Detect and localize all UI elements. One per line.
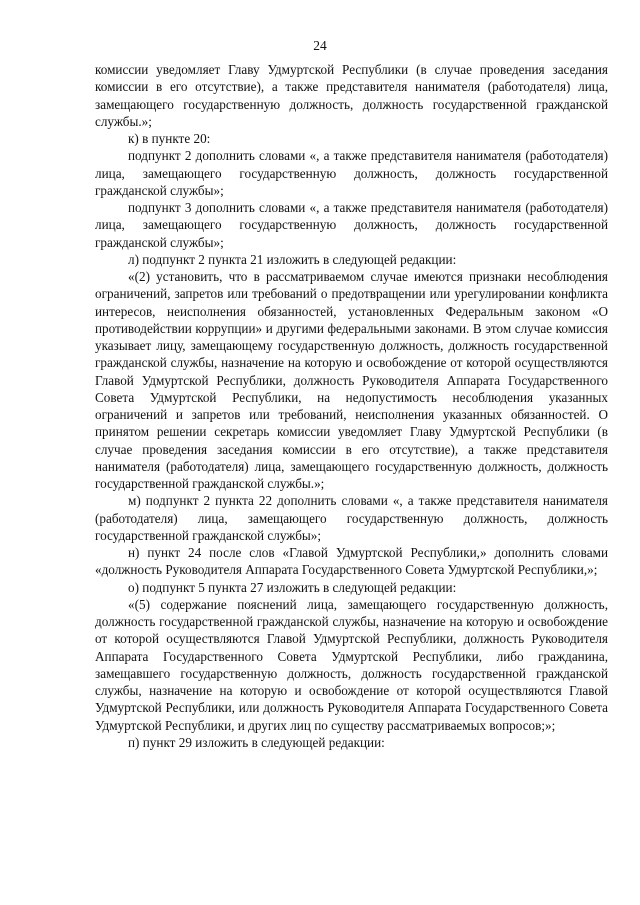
paragraph-2: к) в пункте 20: bbox=[128, 131, 211, 146]
paragraph-6: «(2) установить, что в рассматриваемом случае имеются признаки несоблюдения ограничений, запретов или требований о предотвращении или урегулировании конфликта интересов, неисполнения обязанностей, установленных Федеральным законом «О противодействии коррупции» и другими федеральными законами. В этом случае комиссия указывает лицу, замещающему государственную должность, должность государственной гражданской службы, назначение на которую и освобождение от которой осуществляются Главой Удмуртской Республики, должность Руководителя Аппарата Государственного Совета Удмуртской Республики, на недопустимость несоблюдения указанных ограничений и запретов или требований, неисполнения указанных обязанностей. О принятом решении секретарь комиссии уведомляет Главу Удмуртской Республики (в случае проведения заседания комиссии в его отсутствие), а также представителя нанимателя (работодателя) лица, замещающего государственную должность, должность государственной гражданской службы.»; bbox=[95, 269, 608, 491]
page-number: 24 bbox=[313, 38, 327, 53]
paragraph-7: м) подпункт 2 пункта 22 дополнить словами «, а также представителя нанимателя (работодателя) лица, замещающего государственную должность, должность государственной гражданской службы»; bbox=[95, 493, 608, 543]
paragraph-10: «(5) содержание пояснений лица, замещающего государственную должность, должность государственной гражданской службы, назначение на которую и освобождение от которой осуществляются Главой Удмуртской Республики, должность Руководителя Аппарата Государственного Совета Удмуртской Республики, либо гражданина, замещавшего государственную должность, должность государственной гражданской службы, назначение на которую и освобождение от которой осуществляются Главой Удмуртской Республики, или должность Руководителя Аппарата Государственного Совета Удмуртской Республики, и других лиц по существу рассматриваемых вопросов;»; bbox=[95, 596, 608, 733]
paragraph-3: подпункт 2 дополнить словами «, а также представителя нанимателя (работодателя) лица, замещающего государственную должность, должность государственной гражданской службы»; bbox=[95, 148, 608, 198]
paragraph-8: н) пункт 24 после слов «Главой Удмуртской Республики,» дополнить словами «должность Руководителя Аппарата Государственного Совета Удмуртской Республики,»; bbox=[95, 545, 608, 578]
paragraph-4: подпункт 3 дополнить словами «, а также представителя нанимателя (работодателя) лица, замещающего государственную должность, должность государственной гражданской службы»; bbox=[95, 200, 608, 250]
document-body bbox=[95, 61, 608, 751]
paragraph-5: л) подпункт 2 пункта 21 изложить в следующей редакции: bbox=[128, 251, 457, 267]
paragraph-1: комиссии уведомляет Главу Удмуртской Республики (в случае проведения заседания комиссии в его отсутствие), а также представителя нанимателя (работодателя) лица, замещающего государственную должность, должность государственной гражданской службы.»; bbox=[95, 62, 608, 129]
paragraph-9: о) подпункт 5 пункта 27 изложить в следующей редакции: bbox=[128, 579, 457, 595]
paragraph-11: п) пункт 29 изложить в следующей редакции: bbox=[128, 734, 385, 750]
